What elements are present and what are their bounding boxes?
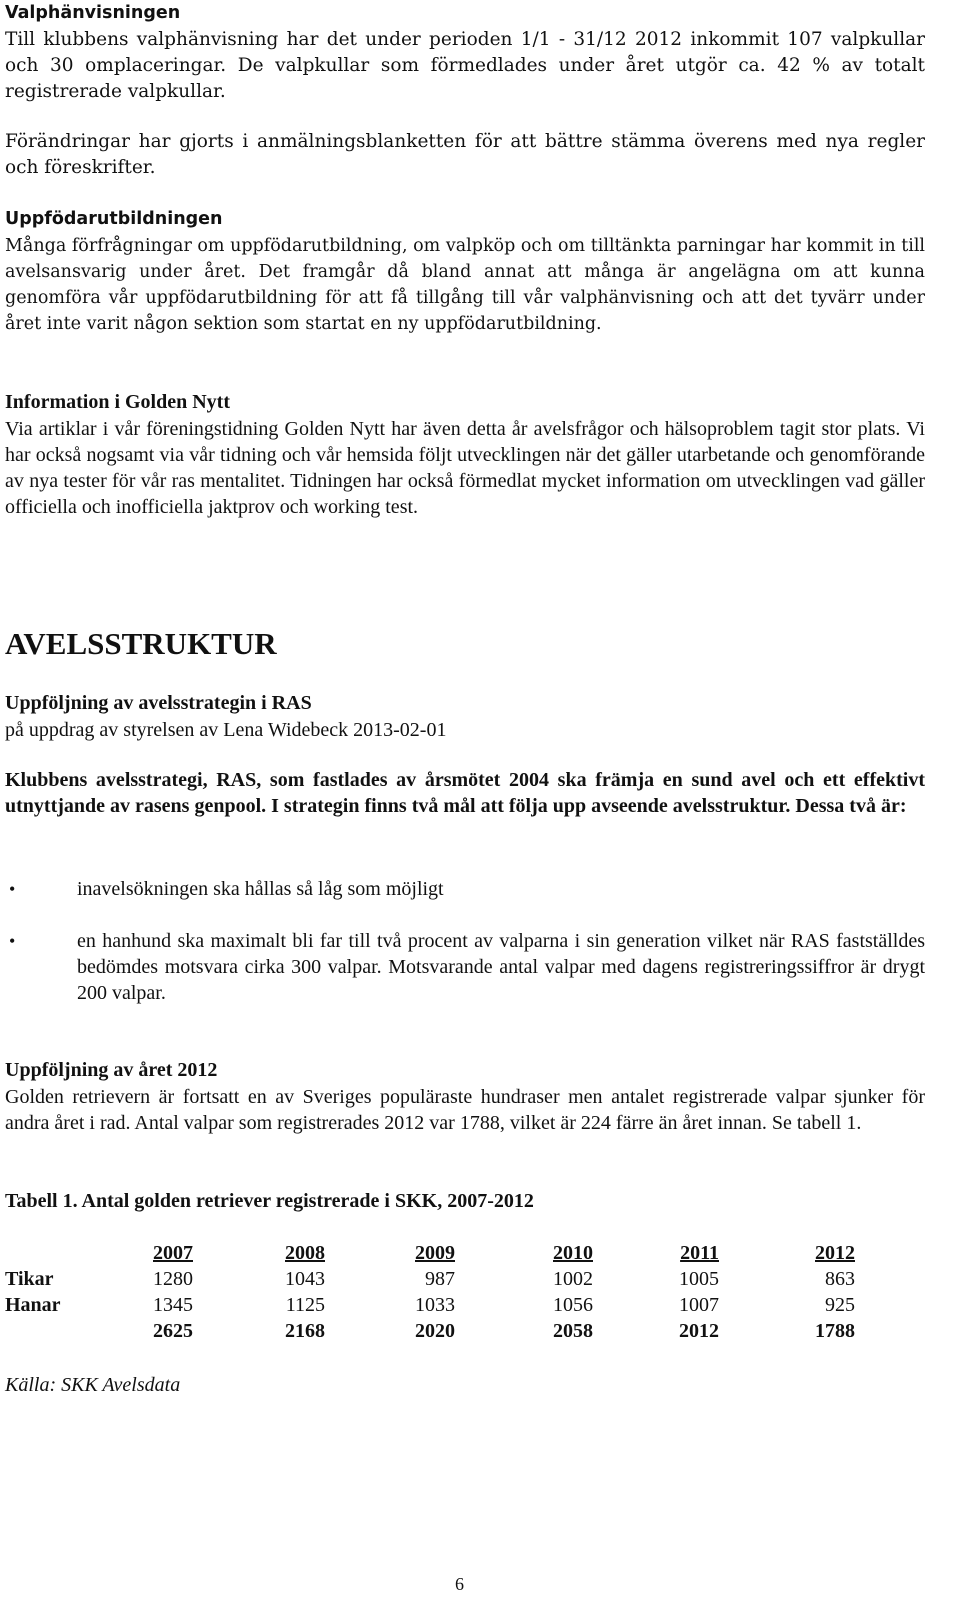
- page-title: AVELSSTRUKTUR: [5, 626, 277, 661]
- table-row: [5, 1266, 855, 1292]
- column-header: 2007: [153, 1242, 193, 1264]
- paragraph: Till klubbens valphänvisning har det under perioden 1/1 - 31/12 2012 inkommit 107 valpkullar och 30 omplaceringar. De valpkullar som förmedlades under året utgör ca. 42 % av totalt registrerade valpkullar.: [5, 29, 925, 102]
- section-heading: Uppfödarutbildningen: [5, 209, 223, 229]
- table-cell: 1033: [415, 1294, 455, 1316]
- paragraph: Via artiklar i vår föreningstidning Golden Nytt har även detta år avelsfrågor och hälsoproblem tagit stor plats. Vi har också nogsamt via vår tidning och vår hemsida följt utvecklingen när det gäller utarbetande och genomförande av nya tester för vår ras mentalitet. Tidningen har också förmedlat mycket information om utvecklingen vad gäller officiella och inofficiella jaktprov och working test.: [5, 418, 925, 518]
- section-uppfodarutbildning: [5, 206, 925, 337]
- byline: på uppdrag av styrelsen av Lena Widebeck 2013-02-01: [5, 719, 447, 741]
- table-row: [5, 1292, 855, 1318]
- page-number: 6: [455, 1574, 464, 1594]
- list-item-text: en hanhund ska maximalt bli far till två procent av valparna i sin generation vilket när RAS fastställdes bedömdes motsvara cirka 300 valpar. Motsvarande antal valpar med dagens registreringssiffror är drygt 200 valpar.: [77, 930, 925, 1004]
- table-header-row: [5, 1240, 855, 1266]
- paragraph: Golden retrievern är fortsatt en av Sveriges populäraste hundraser men antalet registrerade valpar sjunker för andra året i rad. Antal valpar som registrerades 2012 var 1788, vilket är 224 färre än året innan. Se tabell 1.: [5, 1086, 925, 1134]
- row-label: Tikar: [5, 1268, 54, 1290]
- paragraph: Förändringar har gjorts i anmälningsblanketten för att bättre stämma överens med nya regler och föreskrifter.: [5, 131, 925, 178]
- list-item: [5, 928, 925, 1006]
- column-header: 2010: [553, 1242, 593, 1264]
- table-cell: 863: [825, 1268, 855, 1290]
- table-cell: 1043: [285, 1268, 325, 1290]
- section-avelsstrategi: [5, 690, 925, 819]
- section-heading: Valphänvisningen: [5, 3, 181, 23]
- table-cell: 925: [825, 1294, 855, 1316]
- list-item: [5, 876, 925, 902]
- total-cell: 2012: [679, 1320, 719, 1342]
- row-label: Hanar: [5, 1294, 61, 1316]
- total-cell: 2058: [553, 1320, 593, 1342]
- paragraph: Många förfrågningar om uppfödarutbildning, om valpköp och om tilltänkta parningar har kommit in till avelsansvarig under året. Det framgår då bland annat att många är angelägna om att kunna genomföra vår uppfödarutbildning för att få tillgång till vår valphänvisning och att det tyvärr under året inte varit någon sektion som startat en ny uppfödarutbildning.: [5, 236, 926, 334]
- total-cell: 2020: [415, 1320, 455, 1342]
- section-heading: Information i Golden Nytt: [5, 391, 230, 413]
- intro-paragraph: Klubbens avelsstrategi, RAS, som fastlades av årsmötet 2004 ska främja en sund avel och ett effektivt utnyttjande av rasens genpool. I strategin finns två mål att följa upp avseende avelsstruktur. Dessa två är:: [5, 769, 925, 817]
- table-cell: 1005: [679, 1268, 719, 1290]
- table-cell: 1345: [153, 1294, 193, 1316]
- registration-table: [5, 1240, 855, 1344]
- section-heading: Uppföljning av avelsstrategin i RAS: [5, 692, 312, 714]
- table-caption: Tabell 1. Antal golden retriever registrerade i SKK, 2007-2012: [5, 1190, 534, 1212]
- table-cell: 1002: [553, 1268, 593, 1290]
- section-information: [5, 389, 925, 520]
- section-valphanvisning: [5, 0, 925, 181]
- total-cell: 1788: [815, 1320, 855, 1342]
- table-corner: [5, 1240, 133, 1266]
- column-header: 2012: [815, 1242, 855, 1264]
- column-header: 2008: [285, 1242, 325, 1264]
- table-cell: 1125: [285, 1294, 325, 1316]
- goal-list: [5, 876, 925, 1006]
- table-cell: 1007: [679, 1294, 719, 1316]
- total-cell: 2625: [153, 1320, 193, 1342]
- bullet-icon: •: [9, 931, 16, 951]
- list-item-text: inavelsökningen ska hållas så låg som möjligt: [77, 878, 444, 900]
- table-total-row: [5, 1318, 855, 1344]
- table-cell: 987: [425, 1268, 455, 1290]
- section-year-2012: [5, 1057, 925, 1136]
- bullet-icon: •: [9, 879, 16, 899]
- table-cell: 1280: [153, 1268, 193, 1290]
- column-header: 2011: [680, 1242, 719, 1264]
- column-header: 2009: [415, 1242, 455, 1264]
- table-source: Källa: SKK Avelsdata: [5, 1374, 181, 1396]
- section-heading: Uppföljning av året 2012: [5, 1059, 218, 1081]
- total-cell: 2168: [285, 1320, 325, 1342]
- row-label-empty: [5, 1318, 133, 1344]
- table-cell: 1056: [553, 1294, 593, 1316]
